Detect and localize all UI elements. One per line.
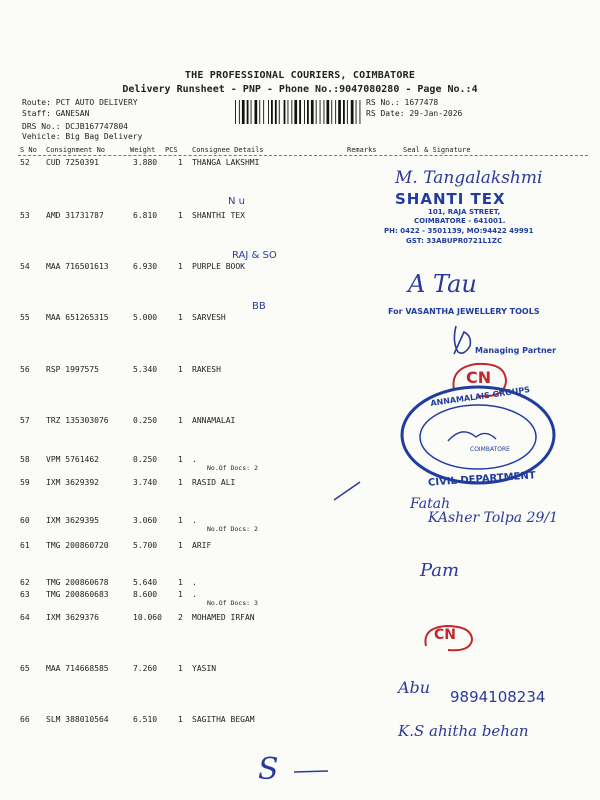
row-consignment: RSP 1997575 (46, 365, 99, 374)
row-consignee: SHANTHI TEX (192, 211, 245, 220)
row-pcs: 1 (178, 262, 183, 271)
row-consignment: AMD 31731787 (46, 211, 104, 220)
signature-65: Abu (398, 678, 431, 697)
header-divider (18, 155, 588, 156)
cn-stamp-56-text: CN (466, 368, 492, 387)
stamp-shanti-address-2: COIMBATORE - 641001. (414, 217, 506, 225)
row-consignment: TMG 200860678 (46, 578, 109, 587)
annamalais-stamp-city: COIMBATORE (470, 446, 510, 453)
row-sno: 52 (20, 158, 30, 167)
row-weight: 0.250 (133, 416, 158, 425)
row-pcs: 1 (178, 590, 183, 599)
row-pcs: 1 (178, 365, 183, 374)
stamp-shanti-tex-name: SHANTI TEX (395, 190, 506, 208)
signature-60b: KAsher Tolpa 29/1 (428, 510, 558, 526)
row-sno: 54 (20, 262, 30, 271)
row-sno: 60 (20, 516, 30, 525)
row-pcs: 1 (178, 211, 183, 220)
row-weight: 5.340 (133, 365, 158, 374)
row-sno: 58 (20, 455, 30, 464)
cn-stamp-64-text: CN (434, 627, 456, 643)
row-consignment: MAA 651265315 (46, 313, 109, 322)
row-pcs: 1 (178, 664, 183, 673)
row-consignee: YASIN (192, 664, 217, 673)
stamp-vasantha: For VASANTHA JEWELLERY TOOLS (388, 307, 540, 316)
signature-65-phone: 9894108234 (450, 688, 546, 706)
row-consignee: MOHAMED IRFAN (192, 613, 255, 622)
row-sno: 55 (20, 313, 30, 322)
row-weight: 6.810 (133, 211, 158, 220)
row-consignee: THANGA LAKSHMI (192, 158, 260, 167)
row-consignee: SAGITHA BEGAM (192, 715, 255, 724)
rs-number: RS No.: 1677478 (366, 98, 439, 107)
row-sno: 65 (20, 664, 30, 673)
drs-number: DRS No.: DCJB167747804 (22, 122, 128, 131)
row-pcs: 1 (178, 158, 183, 167)
stamp-shanti-address-1: 101, RAJA STREET, (428, 208, 501, 216)
runsheet-subtitle: Delivery Runsheet - PNP - Phone No.:9047080280 - Page No.:4 (122, 84, 478, 95)
company-title: THE PROFESSIONAL COURIERS, COIMBATORE (184, 70, 416, 81)
row-consignee: . (192, 578, 197, 587)
vehicle-info: Vehicle: Big Bag Delivery (22, 132, 143, 141)
row-weight: 5.640 (133, 578, 158, 587)
barcode-image (234, 100, 362, 124)
row-consignee: . (192, 516, 197, 525)
col-consignment: Consignment No (46, 146, 106, 154)
row-consignee: SARVESH (192, 313, 226, 322)
row-sno: 61 (20, 541, 30, 550)
row-consignee: ANNAMALAI (192, 416, 236, 425)
row-pcs: 1 (178, 715, 183, 724)
row-pcs: 1 (178, 541, 183, 550)
col-consignee: Consignee Details (192, 146, 264, 154)
row-consignment: CUD 7250391 (46, 158, 99, 167)
signature-60a: Fatah (410, 496, 451, 512)
row-sno: 64 (20, 613, 30, 622)
signature-62: Pam (420, 560, 460, 581)
row-consignment: IXM 3629392 (46, 478, 99, 487)
footer-signature: S (258, 752, 279, 787)
pen-stroke-59 (330, 474, 366, 504)
row-consignee: ARIF (192, 541, 212, 550)
row-sno: 57 (20, 416, 30, 425)
row-weight: 3.740 (133, 478, 158, 487)
row-weight: 7.260 (133, 664, 158, 673)
row-weight: 10.060 (133, 613, 162, 622)
signature-52: M. Tangalakshmi (395, 168, 543, 188)
row-weight: 6.510 (133, 715, 158, 724)
row-weight: 3.880 (133, 158, 158, 167)
row-consignee: RAKESH (192, 365, 221, 374)
row-consignment: SLM 388010564 (46, 715, 109, 724)
staff-info: Staff: GANESAN (22, 109, 90, 118)
row-consignee: PURPLE BOOK (192, 262, 245, 271)
row-weight: 6.930 (133, 262, 158, 271)
row-pcs: 1 (178, 578, 183, 587)
row-consignment: TRZ 135303076 (46, 416, 109, 425)
row-docs-count: No.Of Docs: 2 (207, 525, 258, 533)
row-weight: 5.000 (133, 313, 158, 322)
handwritten-note-54: RAJ & SO (232, 250, 277, 261)
row-consignment: MAA 714668585 (46, 664, 109, 673)
row-consignment: MAA 716501613 (46, 262, 109, 271)
row-pcs: 1 (178, 416, 183, 425)
row-sno: 62 (20, 578, 30, 587)
row-consignee: . (192, 590, 197, 599)
row-sno: 66 (20, 715, 30, 724)
row-pcs: 1 (178, 516, 183, 525)
row-consignment: VPM 5761462 (46, 455, 99, 464)
row-consignee: . (192, 455, 197, 464)
row-docs-count: No.Of Docs: 2 (207, 464, 258, 472)
col-remarks: Remarks (347, 146, 377, 154)
col-sno: S No (20, 146, 37, 154)
row-sno: 56 (20, 365, 30, 374)
row-docs-count: No.Of Docs: 3 (207, 599, 258, 607)
signature-55-mark (448, 322, 478, 358)
footer-signature-stroke (292, 768, 332, 776)
row-weight: 0.250 (133, 455, 158, 464)
row-consignment: IXM 3629395 (46, 516, 99, 525)
route-info: Route: PCT AUTO DELIVERY (22, 98, 138, 107)
stamp-shanti-phone: PH: 0422 - 3501139, MO:94422 49991 (384, 227, 534, 235)
row-weight: 3.060 (133, 516, 158, 525)
row-pcs: 1 (178, 478, 183, 487)
row-weight: 8.600 (133, 590, 158, 599)
stamp-shanti-gst: GST: 33ABUPR0721L1ZC (406, 237, 503, 245)
stamp-managing-partner: Managing Partner (475, 346, 557, 355)
row-sno: 63 (20, 590, 30, 599)
row-consignment: TMG 200860683 (46, 590, 109, 599)
annamalais-stamp-top: ANNAMALAIS GROUPS (429, 385, 531, 408)
rs-date: RS Date: 29-Jan-2026 (366, 109, 463, 118)
col-weight: Weight (130, 146, 156, 154)
col-seal-signature: Seal & Signature (403, 146, 471, 154)
row-pcs: 1 (178, 313, 183, 322)
col-pcs: PCS (165, 146, 178, 154)
row-sno: 59 (20, 478, 30, 487)
row-consignee: RASID ALI (192, 478, 236, 487)
row-sno: 53 (20, 211, 30, 220)
annamalais-stamp-bottom: CIVIL DEPARTMENT (427, 470, 536, 489)
row-weight: 5.700 (133, 541, 158, 550)
row-pcs: 2 (178, 613, 183, 622)
row-pcs: 1 (178, 455, 183, 464)
row-consignment: TMG 200860720 (46, 541, 109, 550)
handwritten-note-53: N u (228, 196, 245, 207)
row-consignment: IXM 3629376 (46, 613, 99, 622)
signature-54: A Tau (408, 270, 477, 298)
signature-66: K.S ahitha behan (398, 722, 529, 740)
handwritten-note-55: BB (252, 301, 266, 312)
